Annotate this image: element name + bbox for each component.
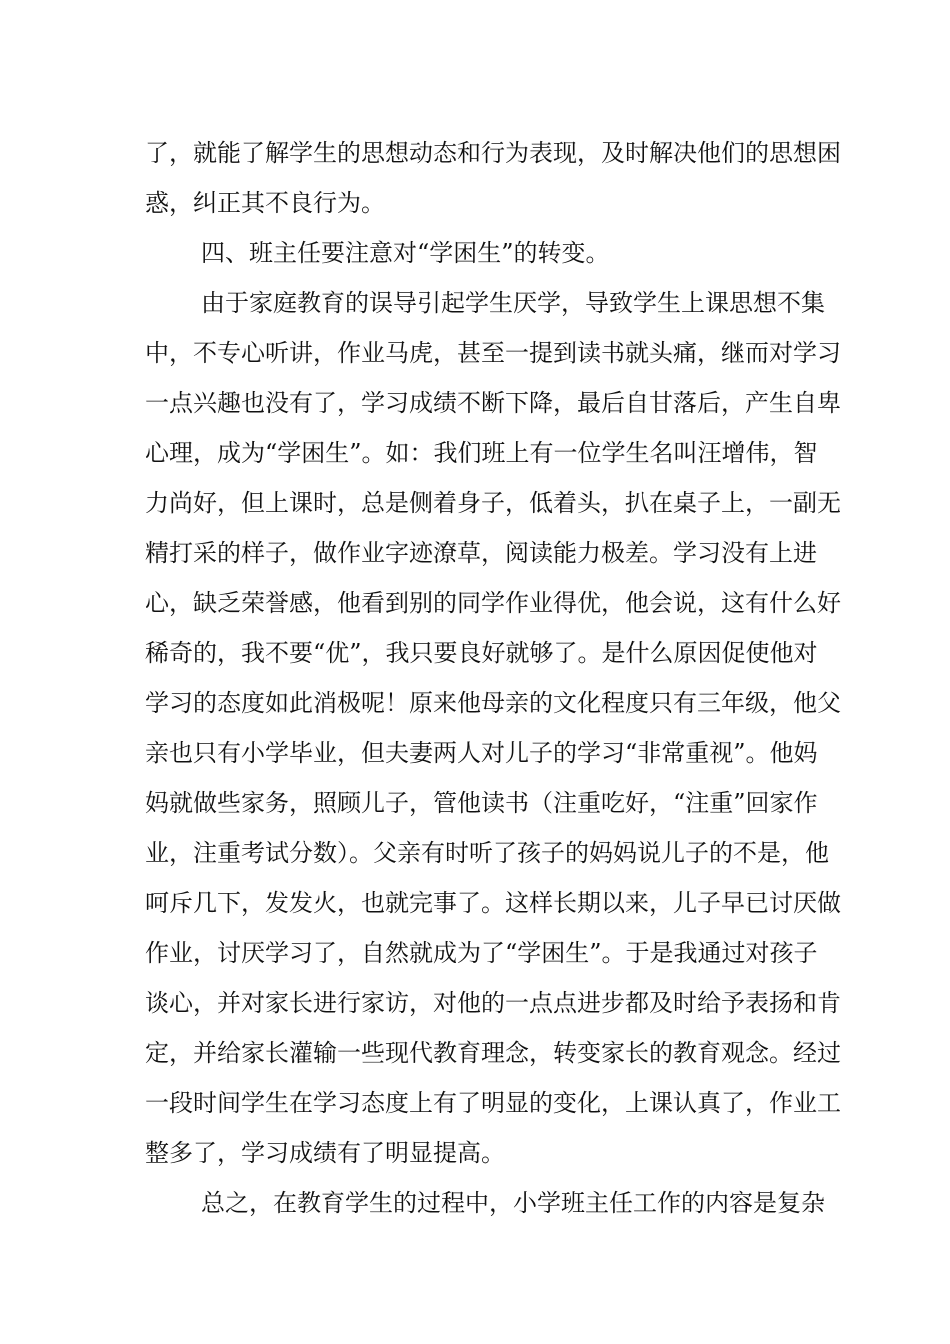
paragraph-first-line: 总之，在教育学生的过程中，小学班主任工作的内容是复杂: [201, 1189, 825, 1217]
text-line: 精打采的样子，做作业字迹潦草，阅读能力极差。学习没有上进: [145, 539, 817, 567]
text-line: 心，缺乏荣誉感，他看到别的同学作业得优，他会说，这有什么好: [145, 589, 841, 617]
text-line: 稀奇的，我不要“优”，我只要良好就够了。是什么原因促使他对: [145, 639, 818, 667]
text-line: 一点兴趣也没有了，学习成绩不断下降，最后自甘落后，产生自卑: [145, 389, 841, 417]
text-line: 整多了，学习成绩有了明显提高。: [145, 1139, 505, 1167]
text-line: 惑，纠正其不良行为。: [145, 189, 385, 217]
text-line: 作业，讨厌学习了，自然就成为了“学困生”。于是我通过对孩子: [145, 939, 818, 967]
text-line: 力尚好，但上课时，总是侧着身子，低着头，扒在桌子上，一副无: [145, 489, 841, 517]
text-line: 亲也只有小学毕业，但夫妻两人对儿子的学习“非常重视”。他妈: [145, 739, 818, 767]
text-line: 妈就做些家务，照顾儿子，管他读书（注重吃好，“注重”回家作: [145, 789, 818, 817]
text-line: 一段时间学生在学习态度上有了明显的变化，上课认真了，作业工: [145, 1089, 841, 1117]
text-line: 谈心，并对家长进行家访，对他的一点点进步都及时给予表扬和肯: [145, 989, 841, 1017]
text-line: 心理，成为“学困生”。如：我们班上有一位学生名叫汪增伟，智: [145, 439, 818, 467]
paragraph-first-line: 由于家庭教育的误导引起学生厌学，导致学生上课思想不集: [201, 289, 825, 317]
text-line: 定，并给家长灌输一些现代教育理念，转变家长的教育观念。经过: [145, 1039, 841, 1067]
text-line: 学习的态度如此消极呢！原来他母亲的文化程度只有三年级，他父: [145, 689, 841, 717]
text-line: 中，不专心听讲，作业马虎，甚至一提到读书就头痛，继而对学习: [145, 339, 841, 367]
text-line: 业，注重考试分数）。父亲有时听了孩子的妈妈说儿子的不是，他: [145, 839, 829, 867]
text-line: 了，就能了解学生的思想动态和行为表现，及时解决他们的思想困: [145, 139, 841, 167]
section-heading: 四、班主任要注意对“学困生”的转变。: [201, 239, 610, 267]
text-line: 呵斥几下，发发火，也就完事了。这样长期以来，儿子早已讨厌做: [145, 889, 841, 917]
